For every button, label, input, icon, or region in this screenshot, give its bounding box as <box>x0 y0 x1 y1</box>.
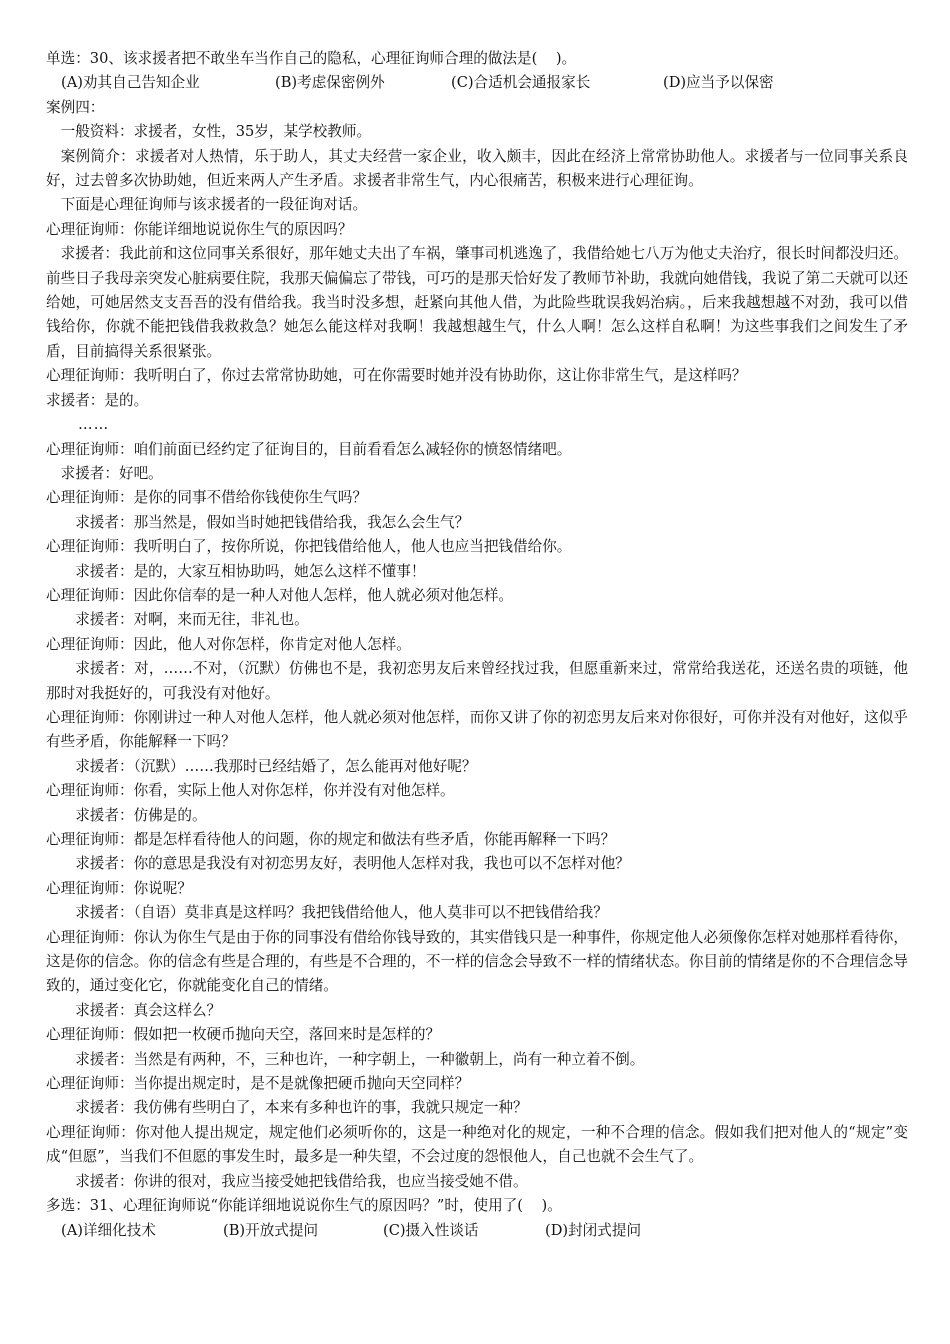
client-line: 求援者：真会这样么？ <box>75 1001 222 1019</box>
question-31-option-b: (B)开放式提问 <box>223 1221 319 1239</box>
question-30-options <box>46 71 908 95</box>
counselor-line: 心理征询师：因此你信奉的是一种人对他人怎样，他人就必须对他怎样。 <box>46 586 514 604</box>
client-line: 求援者：那当然是，假如当时她把钱借给我，我怎么会生气？ <box>75 513 470 531</box>
counselor-line: 心理征询师：你说呢？ <box>46 879 192 897</box>
counselor-line: 心理征询师：我听明白了，按你所说，你把钱借给他人，他人也应当把钱借给你。 <box>46 538 572 556</box>
counselor-line: 心理征询师：你能详细地说说你生气的原因吗？ <box>46 220 353 238</box>
client-line: 求援者：对，……不对，（沉默）仿佛也不是，我初恋男友后来曾经找过我，但愿重新来过，常常给我送花，还送名贵的项链，他那时对我挺好的，可我没有对他好。 <box>46 660 908 702</box>
case-introduction: 案例简介：求援者对人热情，乐于助人，其丈夫经营一家企业，收入颇丰，因此在经济上常常协助他人。求援者与一位同事关系良好，过去曾多次协助她，但近来两人产生矛盾。求援者非常生气，内心很痛苦，积极来进行心理征询。 <box>46 147 908 190</box>
question-31-option-a: (A)详细化技术 <box>61 1221 156 1239</box>
question-31-option-d: (D)封闭式提问 <box>545 1221 642 1239</box>
client-line: 求援者：对啊，来而无往，非礼也。 <box>75 611 309 629</box>
client-line: 求援者：（沉默）……我那时已经结婚了，怎么能再对他好呢？ <box>75 757 477 775</box>
client-line: 求援者：是的。 <box>46 391 149 409</box>
question-30-stem: 单选：30、该求援者把不敢坐车当作自己的隐私，心理征询师合理的做法是( )。 <box>46 50 577 67</box>
case-dialogue-lead: 下面是心理征询师与该求援者的一段征询对话。 <box>60 196 368 214</box>
counselor-line: 心理征询师：假如把一枚硬币抛向天空，落回来时是怎样的？ <box>46 1026 441 1044</box>
client-line: 求援者：好吧。 <box>60 464 163 482</box>
counselor-line: 心理征询师：你认为你生气是由于你的同事没有借给你钱导致的，其实借钱只是一种事件，你规定他人必须像你怎样对她那样看待你，这是你的信念。你的信念有些是合理的，有些是不合理的，不一样的信念会导致不一样的情绪状态。你目前的情绪是你的不合理信念导致的，通过变化它，你就能变化自己的情绪。 <box>46 928 908 995</box>
question-31-option-c: (C)摄入性谈话 <box>383 1221 479 1239</box>
counselor-line: 心理征询师：你对他人提出规定，规定他们必须听你的，这是一种绝对化的规定，一种不合理的信念。假如我们把对他人的“规定”变成“但愿”，当我们不但愿的事发生时，最多是一种失望，不会过度的怨恨他人，自己也就不会生气了。 <box>46 1123 908 1166</box>
question-30-option-b: (B)考虑保密例外 <box>275 74 385 92</box>
case-general-info: 一般资料：求援者，女性，35岁，某学校教师。 <box>60 123 372 141</box>
client-line: 求援者：你讲的很对，我应当接受她把钱借给我，也应当接受她不借。 <box>75 1172 528 1190</box>
counselor-line: 心理征询师：当你提出规定时，是不是就像把硬币抛向天空同样？ <box>46 1075 470 1093</box>
question-30-option-a: (A)劝其自己告知企业 <box>61 74 200 92</box>
counselor-line: 心理征询师：你看，实际上他人对你怎样，你并没有对他怎样。 <box>46 782 455 800</box>
client-line: 求援者：当然是有两种，不，三种也许，一种字朝上，一种徽朝上，尚有一种立着不倒。 <box>75 1050 645 1068</box>
client-line: 求援者：你的意思是我没有对初恋男友好，表明他人怎样对我，我也可以不怎样对他？ <box>75 855 630 873</box>
client-line: 求援者：仿佛是的。 <box>75 806 207 824</box>
ellipsis: …… <box>78 416 110 434</box>
case-title: 案例四： <box>46 98 105 116</box>
question-30-option-c: (C)合适机会通报家长 <box>451 74 591 92</box>
counselor-line: 心理征询师：我听明白了，你过去常常协助她，可在你需要时她并没有协助你，这让你非常生气，是这样吗？ <box>46 367 747 385</box>
client-line: 求援者：（自语）莫非真是这样吗？我把钱借给他人，他人莫非可以不把钱借给我？ <box>75 904 608 922</box>
question-30-option-d: (D)应当予以保密 <box>663 74 774 92</box>
client-line: 求援者：我此前和这位同事关系很好，那年她丈夫出了车祸，肇事司机逃逸了，我借给她七八万为他丈夫治疗，很长时间都没归还。前些日子我母亲突发心脏病要住院，我那天偏偏忘了带钱，可巧的是那天恰好发了教师节补助，我就向她借钱，我说了第二天就可以还给她，可她居然支支吾吾的没有借给我。我当时没多想，赶紧向其他人借，为此险些耽误我妈治病。，后来我越想越不对劲，我可以借钱给你，你就不能把钱借我救救急？她怎么能这样对我啊！我越想越生气，什么人啊！怎么这样自私啊！为这些事我们之间发生了矛盾，目前搞得关系很紧张。 <box>46 245 908 360</box>
question-31-options <box>46 1219 908 1243</box>
question-31-stem: 多选：31、心理征询师说“你能详细地说说你生气的原因吗？”时，使用了( )。 <box>46 1197 562 1215</box>
counselor-line: 心理征询师：你刚讲过一种人对他人怎样，他人就必须对他怎样，而你又讲了你的初恋男友后来对你很好，可你并没有对他好，这似乎有些矛盾，你能解释一下吗？ <box>46 708 908 751</box>
client-line: 求援者：是的，大家互相协助吗，她怎么这样不懂事！ <box>75 562 426 580</box>
client-line: 求援者：我仿佛有些明白了，本来有多种也许的事，我就只规定一种？ <box>75 1099 528 1117</box>
counselor-line: 心理征询师：都是怎样看待他人的问题，你的规定和做法有些矛盾，你能再解释一下吗？ <box>46 831 616 848</box>
counselor-line: 心理征询师：咱们前面已经约定了征询目的，目前看看怎么减轻你的愤怒情绪吧。 <box>46 440 572 458</box>
counselor-line: 心理征询师：是你的同事不借给你钱使你生气吗？ <box>46 489 368 507</box>
counselor-line: 心理征询师：因此，他人对你怎样，你肯定对他人怎样。 <box>46 635 411 653</box>
